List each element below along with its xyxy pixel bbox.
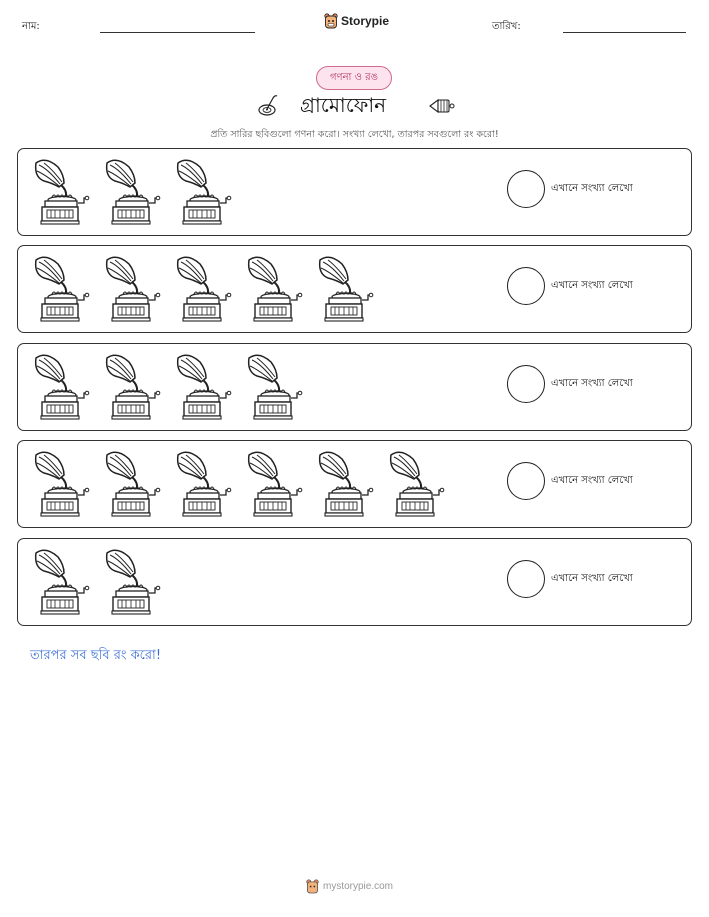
gramophone-icon xyxy=(101,547,161,615)
gramophone-icon xyxy=(243,352,303,420)
title-row xyxy=(0,92,709,120)
answer-circle[interactable] xyxy=(507,560,545,598)
gramophone-icon xyxy=(243,449,303,517)
site-footer xyxy=(306,879,393,894)
gramophone-icon xyxy=(30,352,90,420)
counting-row-5 xyxy=(17,538,692,626)
gramophone-icon xyxy=(243,254,303,322)
write-number-label: এখানে সংখ্যা লেখো xyxy=(551,475,633,486)
write-number-label: এখানে সংখ্যা লেখো xyxy=(551,183,633,194)
gramophone-icon xyxy=(172,449,232,517)
storypie-mascot-icon xyxy=(306,879,319,894)
write-number-label: এখানে সংখ্যা লেখো xyxy=(551,573,633,584)
answer-circle[interactable] xyxy=(507,170,545,208)
gramophone-icon xyxy=(30,157,90,225)
date-label: তারিখ: xyxy=(492,21,521,32)
counting-row-4 xyxy=(17,440,692,528)
speaker-horn-icon xyxy=(426,95,456,117)
write-number-label: এখানে সংখ্যা লেখো xyxy=(551,280,633,291)
write-number-label: এখানে সংখ্যা লেখো xyxy=(551,378,633,389)
name-label: নাম: xyxy=(22,21,40,32)
gramophone-icon xyxy=(101,449,161,517)
answer-circle[interactable] xyxy=(507,365,545,403)
record-player-needle-icon xyxy=(255,92,281,118)
gramophone-icon xyxy=(30,547,90,615)
date-field[interactable] xyxy=(563,32,686,33)
gramophone-icon xyxy=(314,449,374,517)
counting-row-3 xyxy=(17,343,692,431)
counting-row-2 xyxy=(17,245,692,333)
gramophone-icon xyxy=(101,352,161,420)
color-instruction: তারপর সব ছবি রং করো! xyxy=(30,648,162,663)
site-url[interactable]: mystorypie.com xyxy=(323,881,394,892)
counting-row-1 xyxy=(17,148,692,236)
gramophone-icon xyxy=(101,254,161,322)
brand-name: Storypie xyxy=(341,14,390,28)
name-field[interactable] xyxy=(100,32,255,33)
gramophone-icon xyxy=(101,157,161,225)
brand-logo xyxy=(324,13,389,29)
gramophone-icon xyxy=(172,157,232,225)
storypie-mascot-icon xyxy=(324,13,338,29)
gramophone-icon xyxy=(172,352,232,420)
gramophone-icon xyxy=(385,449,445,517)
answer-circle[interactable] xyxy=(507,462,545,500)
gramophone-icon xyxy=(30,254,90,322)
instructions-text: প্রতি সারির ছবিগুলো গণনা করো। সংখ্যা লেখো, তারপর সবগুলো রং করো! xyxy=(210,129,499,140)
gramophone-icon xyxy=(30,449,90,517)
gramophone-icon xyxy=(314,254,374,322)
answer-circle[interactable] xyxy=(507,267,545,305)
page-title: গ্রামোফোন xyxy=(300,93,387,117)
gramophone-icon xyxy=(172,254,232,322)
category-badge: গণনা ও রঙ xyxy=(316,66,392,90)
